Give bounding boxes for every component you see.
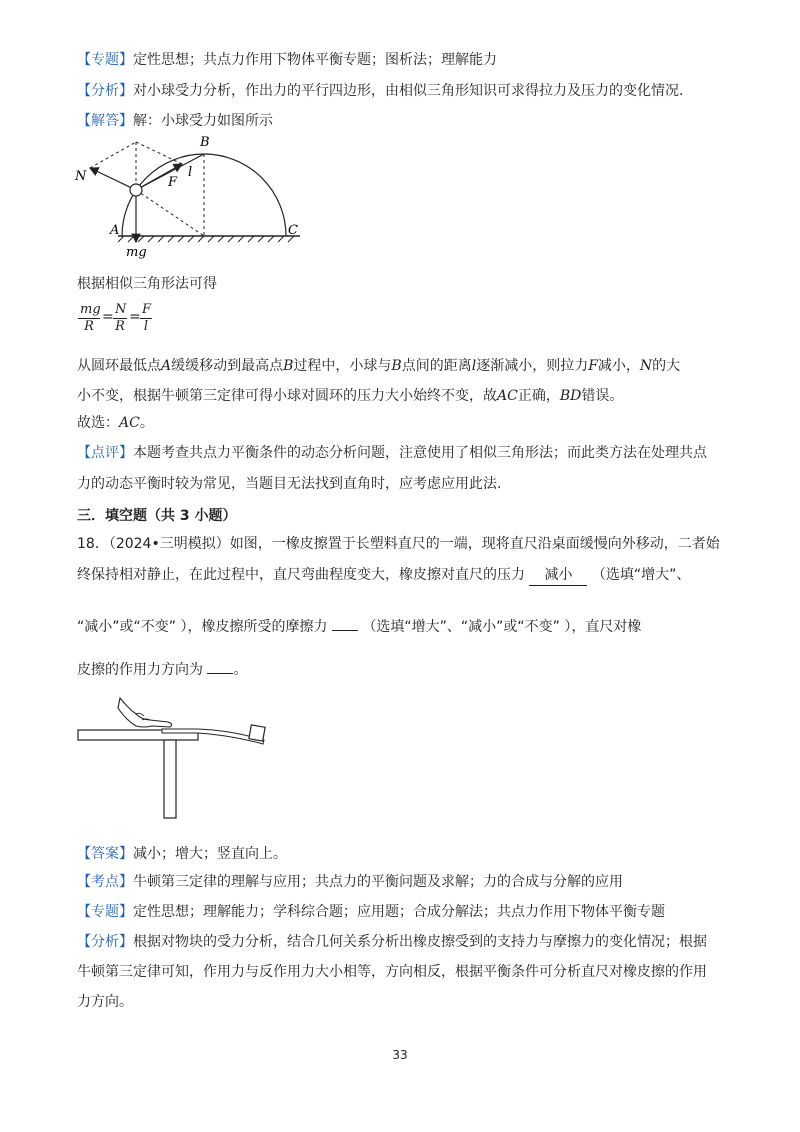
jieda-text: 解：小球受力如图所示: [133, 113, 273, 129]
answer-blank-3[interactable]: [207, 673, 233, 674]
s1-var-l: l: [471, 358, 477, 374]
q18-l2a: 终保持相对静止，在此过程中，直尺弯曲程度变大，橡皮擦对直尺的压力: [77, 567, 525, 583]
label-f: F: [168, 175, 178, 190]
analysis-line-1: [77, 356, 680, 376]
frac-mg-num: mg: [80, 302, 101, 317]
s2-var-bd: BD: [559, 388, 582, 404]
zhuanti-tag: 【专题】: [77, 52, 133, 68]
s1-var-f: F: [588, 358, 598, 374]
s2-var-ac: AC: [497, 388, 518, 404]
fenxi2-line-3: 力方向。: [77, 994, 133, 1010]
label-mg: mg: [126, 245, 147, 260]
dianping-line-1: [77, 443, 707, 463]
s1c: 过程中，小球与: [293, 358, 392, 374]
guxuan-end: 。: [139, 415, 154, 431]
s1b: 缓缓移动到最高点: [171, 358, 284, 374]
frac-n-den: R: [115, 319, 125, 334]
kaodian-text: 牛顿第三定律的理解与应用；共点力的平衡问题及求解；力的合成与分解的应用: [133, 874, 623, 890]
s2a: 小不变，根据牛顿第三定律可得小球对圆环的压力大小始终不变，故: [77, 388, 497, 404]
frac-f-num: F: [142, 302, 152, 317]
s2b: 正确，: [517, 388, 560, 404]
frac-mg-den: R: [84, 319, 94, 334]
zhuanti2-line: [77, 902, 665, 922]
eraser: [249, 725, 265, 741]
table-leg: [164, 740, 176, 818]
daan-tag: 【答案】: [77, 846, 133, 862]
q18-line-3: [77, 617, 641, 637]
section-title: 三．填空题（共 3 小题）: [77, 508, 237, 524]
q18-l4a: 皮擦的作用力方向为: [77, 662, 203, 678]
answer-blank-2[interactable]: [332, 630, 358, 631]
dashed-parallelogram-top: [90, 142, 136, 168]
s1-var-b: B: [283, 358, 294, 374]
dashed-parallelogram-side: [136, 142, 182, 164]
frac-f-l: [140, 302, 152, 335]
guxuan-label: 故选：: [77, 415, 119, 431]
frac-n-num: N: [115, 302, 127, 317]
page-number: 33: [392, 1048, 408, 1062]
fenxi2-text-1: 根据对物块的受力分析，结合几何关系分析出橡皮擦受到的支持力与摩擦力的变化情况；根据: [133, 934, 707, 950]
dashed-radius: [136, 190, 204, 236]
frac-f-den: l: [143, 319, 149, 334]
dianping-text-1: 本题考查共点力平衡条件的动态分析问题，注意使用了相似三角形法；而此类方法在处理共点: [133, 445, 707, 461]
q18-line-1: 18．（2024•三明模拟）如图，一橡皮擦置于长塑料直尺的一端，现将直尺沿桌面缓慢向外移动，二者始: [77, 536, 720, 552]
q18-l3c: （选填“增大”、“减小”或“不变”: [362, 619, 560, 635]
s2c: 错误。: [581, 388, 624, 404]
s1a: 从圆环最低点: [77, 358, 161, 374]
daan-text: 减小；增大；竖直向上。: [133, 846, 287, 862]
label-l: l: [188, 165, 193, 180]
finger-hand: [118, 698, 172, 727]
kaodian-line: [77, 872, 623, 892]
fenxi2-tag: 【分析】: [77, 934, 133, 950]
fenxi-text: 对小球受力分析，作出力的平行四边形，由相似三角形知识可求得拉力及压力的变化情况.: [133, 83, 684, 99]
kaodian-tag: 【考点】: [77, 874, 133, 890]
answer-blank-1[interactable]: 减小: [529, 565, 587, 586]
dianping-line-2: 力的动态平衡时较为常见，当题目无法找到直角时，应考虑应用此法.: [77, 476, 502, 492]
q18-l3b: ），橡皮擦所受的摩擦力: [180, 619, 328, 635]
guxuan-answer: AC: [119, 415, 140, 431]
s1d: 点间的距离: [401, 358, 472, 374]
guxuan-line: [77, 413, 154, 433]
fenxi2-line-2: 牛顿第三定律可知，作用力与反作用力大小相等，方向相反，根据平衡条件可分析直尺对橡皮擦的作用: [77, 964, 707, 980]
s1f: 减小，: [597, 358, 640, 374]
similar-triangle-line: 根据相似三角形法可得: [77, 276, 217, 292]
q18-line-4: [77, 660, 247, 680]
q18-l2b: （选填“增大”、: [591, 567, 691, 583]
s1g: 的大: [652, 358, 681, 374]
analysis-line-2: [77, 386, 623, 406]
q18-l3d: ），直尺对橡: [564, 619, 642, 635]
ground-hatch: [118, 236, 294, 242]
s1e: 逐渐减小，则拉力: [476, 358, 589, 374]
dianping-tag: 【点评】: [77, 445, 133, 461]
q18-line-2: [77, 565, 690, 586]
ruler-figure: [70, 690, 280, 830]
daan-line: [77, 844, 287, 864]
zhuanti2-text: 定性思想；理解能力；学科综合题；应用题；合成分解法；共点力作用下物体平衡专题: [133, 904, 665, 920]
ball: [130, 184, 142, 196]
force-n-arrow: [90, 168, 136, 190]
jieda-line: [77, 111, 273, 131]
zhuanti-text: 定性思想；共点力作用下物体平衡专题；图析法；理解能力: [133, 52, 497, 68]
fenxi2-line-1: [77, 932, 707, 952]
eq-sign-1: =: [102, 309, 114, 325]
zhuanti2-tag: 【专题】: [77, 904, 133, 920]
fenxi-line: [77, 81, 683, 101]
frac-n-r: [113, 302, 127, 335]
label-n: N: [75, 169, 87, 184]
s1-var-b2: B: [391, 358, 402, 374]
eq-sign-2: =: [129, 309, 141, 325]
fenxi-tag: 【分析】: [77, 83, 133, 99]
label-b: B: [200, 135, 210, 150]
label-c: C: [288, 223, 298, 238]
q18-l3a: “减小”或“不变”: [77, 619, 177, 635]
zhuanti-line: [77, 50, 497, 70]
s1-var-n: N: [639, 358, 653, 374]
jieda-tag: 【解答】: [77, 113, 133, 129]
force-diagram: [70, 130, 310, 260]
q18-l4b: 。: [233, 662, 248, 678]
frac-mg-r: [78, 302, 100, 335]
label-a: A: [110, 223, 120, 238]
s1-var-a: A: [161, 358, 172, 374]
